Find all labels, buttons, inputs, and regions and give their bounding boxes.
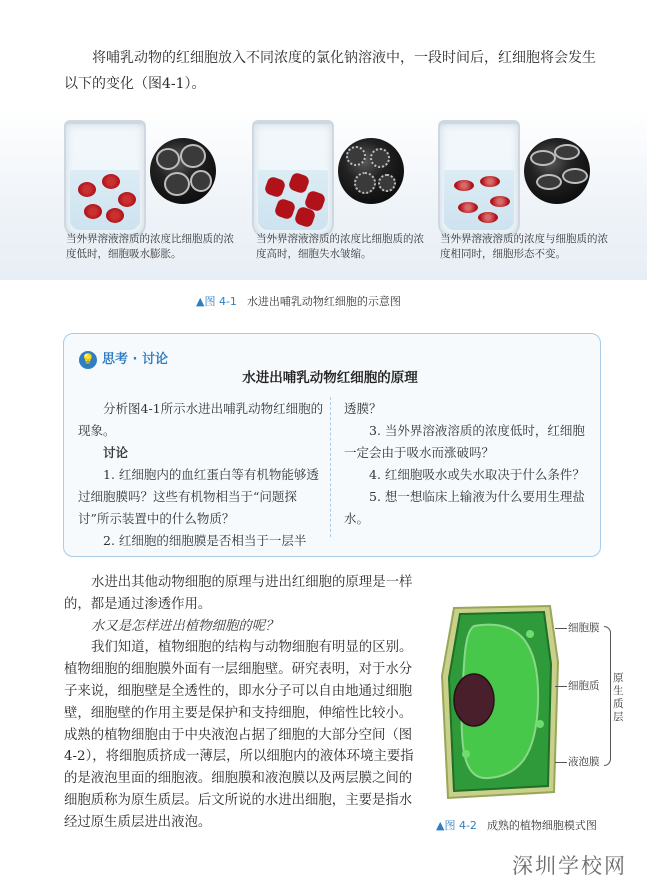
- nucleus: [454, 674, 494, 726]
- figure-title: 水进出哺乳动物红细胞的示意图: [246, 295, 401, 308]
- caption-hypotonic: 当外界溶液溶质的浓度比细胞质的浓度低时，细胞吸水膨胀。: [66, 233, 234, 260]
- question-2: 2. 红细胞的细胞膜是否相当于一层半: [103, 533, 307, 548]
- figure-4-1-caption: [196, 293, 401, 309]
- red-blood-cell: [306, 192, 324, 210]
- paragraph-3: 我们知道，植物细胞的结构与动物细胞有明显的区别。植物细胞的细胞膜外面有一层细胞壁。研究表明，对于水分子来说，细胞壁是全透性的，即水分子可以自由地通过细胞壁，细胞壁的作用主要是保护和支持细胞，伸缩性比较小。成熟的植物细胞由于中央液泡占据了细胞的大部分空间（图4-2），将细胞质挤成一薄层，所以细胞内的液体环境主要指的是液泡里面的细胞液。细胞膜和液泡膜以及两层膜之间的细胞质称为原生质层。后文所说的水进出细胞，主要是指水经过原生质层进出液泡。: [64, 640, 414, 830]
- red-blood-cell: [454, 180, 474, 191]
- label-line: [555, 628, 567, 629]
- body-text: [64, 572, 420, 834]
- intro-paragraph: 将哺乳动物的红细胞放入不同浓度的氯化钠溶液中，一段时间后，红细胞将会发生以下的变化（图4-1）。: [64, 50, 596, 92]
- red-blood-cell: [296, 208, 314, 226]
- beaker-hypertonic: [252, 120, 334, 238]
- figure-4-2-caption: [436, 817, 597, 833]
- discussion-badge-label: 思考 · 讨论: [102, 352, 168, 367]
- caption-hypertonic: 当外界溶液溶质的浓度比细胞质的浓度高时，细胞失水皱缩。: [256, 233, 424, 260]
- discussion-right-column: [344, 398, 586, 530]
- question-2-cont: 透膜？: [344, 401, 382, 416]
- figure-number: ▲图 4-2: [436, 819, 477, 832]
- label-cytoplasm: 细胞质: [568, 680, 600, 692]
- red-blood-cell: [84, 204, 102, 219]
- discussion-title: 水进出哺乳动物红细胞的原理: [242, 370, 418, 386]
- chloroplast: [526, 630, 534, 638]
- question-1: 1. 红细胞内的血红蛋白等有机物能够透过细胞膜吗？这些有机物相当于“问题探讨”所示装置中的什么物质？: [78, 467, 319, 526]
- red-blood-cell: [480, 176, 500, 187]
- micrograph-crenated: [338, 138, 404, 204]
- paragraph-question: 水又是怎样进出植物细胞的呢？: [91, 618, 279, 634]
- red-blood-cell: [266, 178, 284, 196]
- protoplast-bracket: [604, 626, 611, 766]
- red-blood-cell: [490, 196, 510, 207]
- micrograph-isotonic: [524, 138, 590, 204]
- red-blood-cell: [118, 192, 136, 207]
- discussion-prompt: 分析图4-1所示水进出哺乳动物红细胞的现象。: [78, 401, 324, 438]
- red-blood-cell: [458, 202, 478, 213]
- caption-isotonic: 当外界溶液溶质的浓度与细胞质的浓度相同时，细胞形态不变。: [440, 233, 608, 260]
- label-line: [555, 762, 567, 763]
- discussion-left-column: [78, 398, 324, 552]
- question-4: 4. 红细胞吸水或失水取决于什么条件？: [369, 467, 585, 482]
- question-3: 3. 当外界溶液溶质的浓度低时，红细胞一定会由于吸水而涨破吗？: [344, 423, 585, 460]
- beaker-isotonic: [438, 120, 520, 238]
- lightbulb-icon: 💡: [79, 351, 97, 369]
- figure-4-1: [0, 108, 647, 280]
- micrograph-swollen: [150, 138, 216, 204]
- label-vacuole-membrane: 液泡膜: [568, 756, 600, 768]
- discussion-heading: 讨论: [103, 445, 129, 460]
- red-blood-cell: [106, 208, 124, 223]
- paragraph-1: 水进出其他动物细胞的原理与进出红细胞的原理是一样的，都是通过渗透作用。: [64, 575, 413, 612]
- chloroplast: [462, 750, 470, 758]
- red-blood-cell: [290, 174, 308, 192]
- label-line: [555, 686, 567, 687]
- red-blood-cell: [78, 182, 96, 197]
- label-protoplast: 原生质层: [613, 672, 624, 723]
- watermark: 深圳学校网: [512, 854, 627, 878]
- question-5: 5. 想一想临床上输液为什么要用生理盐水。: [344, 489, 585, 526]
- chloroplast: [536, 720, 544, 728]
- discussion-badge: [79, 348, 168, 369]
- red-blood-cell: [478, 212, 498, 223]
- column-divider: [330, 397, 331, 537]
- figure-number: ▲图 4-1: [196, 295, 237, 308]
- beaker-hypotonic: [64, 120, 146, 238]
- plant-cell-diagram: [440, 604, 560, 800]
- red-blood-cell: [102, 174, 120, 189]
- red-blood-cell: [276, 200, 294, 218]
- figure-title: 成熟的植物细胞模式图: [486, 819, 597, 832]
- label-membrane: 细胞膜: [568, 622, 600, 634]
